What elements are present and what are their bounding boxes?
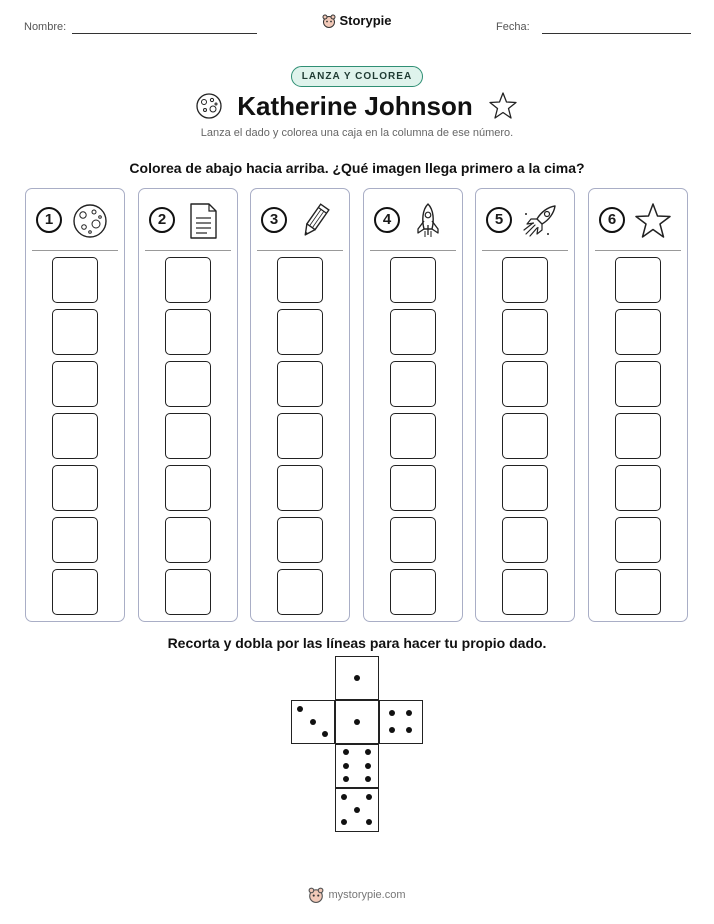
- die-pip: [343, 776, 349, 782]
- color-box[interactable]: [277, 569, 323, 615]
- column-1: [25, 188, 125, 622]
- column-divider: [32, 250, 118, 251]
- color-box[interactable]: [615, 413, 661, 459]
- subtitle: Lanza el dado y colorea una caja en la columna de ese número.: [200, 127, 514, 139]
- footer-url[interactable]: mystorypie.com: [328, 889, 406, 901]
- die-pip: [341, 819, 347, 825]
- color-box[interactable]: [52, 465, 98, 511]
- color-box[interactable]: [52, 413, 98, 459]
- color-box[interactable]: [390, 465, 436, 511]
- die-pip: [354, 807, 360, 813]
- color-box[interactable]: [502, 465, 548, 511]
- color-box[interactable]: [165, 309, 211, 355]
- color-box[interactable]: [390, 517, 436, 563]
- color-box[interactable]: [615, 257, 661, 303]
- footer: [0, 887, 714, 903]
- color-box[interactable]: [52, 569, 98, 615]
- die-pip: [366, 819, 372, 825]
- color-box[interactable]: [165, 361, 211, 407]
- name-line[interactable]: [72, 33, 257, 34]
- color-box[interactable]: [277, 465, 323, 511]
- activity-badge: LANZA Y COLOREA: [291, 66, 423, 87]
- color-box[interactable]: [502, 361, 548, 407]
- moon-icon: [70, 201, 110, 241]
- color-box[interactable]: [277, 361, 323, 407]
- die-pip: [366, 794, 372, 800]
- color-box[interactable]: [502, 569, 548, 615]
- die-pip: [343, 763, 349, 769]
- brand-logo: [0, 13, 714, 33]
- brand-name: Storypie: [339, 13, 392, 28]
- column-number: 6: [599, 207, 625, 233]
- die-pip: [406, 727, 412, 733]
- color-box[interactable]: [52, 309, 98, 355]
- column-number: 2: [149, 207, 175, 233]
- storypie-mascot-icon: [308, 887, 324, 903]
- die-pip: [343, 749, 349, 755]
- die-face: [335, 744, 379, 788]
- die-pip: [341, 794, 347, 800]
- die-pip: [406, 710, 412, 716]
- color-box[interactable]: [615, 465, 661, 511]
- color-box[interactable]: [165, 569, 211, 615]
- column-divider: [482, 250, 568, 251]
- column-number: 1: [36, 207, 62, 233]
- column-3: [250, 188, 350, 622]
- die-face: [379, 700, 423, 744]
- color-box[interactable]: [390, 309, 436, 355]
- die-pip: [389, 727, 395, 733]
- color-box[interactable]: [277, 517, 323, 563]
- column-4: [363, 188, 463, 622]
- storypie-mascot-icon: [322, 14, 336, 28]
- color-box[interactable]: [277, 309, 323, 355]
- column-5: [475, 188, 575, 622]
- cut-instruction: Recorta y dobla por las líneas para hacer tu propio dado.: [167, 635, 547, 651]
- star-icon: [487, 90, 519, 122]
- color-box[interactable]: [390, 361, 436, 407]
- launching-rocket-icon: [520, 201, 560, 241]
- color-box[interactable]: [165, 257, 211, 303]
- color-box[interactable]: [277, 257, 323, 303]
- date-label: Fecha:: [496, 21, 530, 33]
- die-pip: [365, 763, 371, 769]
- column-number: 4: [374, 207, 400, 233]
- document-icon: [183, 201, 223, 241]
- die-pip: [354, 719, 360, 725]
- color-box[interactable]: [390, 569, 436, 615]
- color-box[interactable]: [615, 569, 661, 615]
- color-box[interactable]: [502, 413, 548, 459]
- column-number: 3: [261, 207, 287, 233]
- page-title: Katherine Johnson: [237, 90, 473, 121]
- color-box[interactable]: [502, 257, 548, 303]
- name-label: Nombre:: [24, 21, 67, 33]
- pencil-icon: [295, 201, 335, 241]
- die-face: [291, 700, 335, 744]
- color-box[interactable]: [390, 257, 436, 303]
- color-box[interactable]: [165, 465, 211, 511]
- column-divider: [370, 250, 456, 251]
- column-divider: [257, 250, 343, 251]
- die-face: [335, 656, 379, 700]
- die-face: [335, 788, 379, 832]
- column-6: [588, 188, 688, 622]
- color-box[interactable]: [615, 517, 661, 563]
- color-box[interactable]: [52, 257, 98, 303]
- column-divider: [145, 250, 231, 251]
- color-box[interactable]: [615, 361, 661, 407]
- die-pip: [365, 776, 371, 782]
- color-instruction: Colorea de abajo hacia arriba. ¿Qué imagen llega primero a la cima?: [129, 160, 585, 176]
- die-pip: [297, 706, 303, 712]
- column-2: [138, 188, 238, 622]
- star-icon: [633, 201, 673, 241]
- color-box[interactable]: [277, 413, 323, 459]
- die-pip: [310, 719, 316, 725]
- color-box[interactable]: [165, 517, 211, 563]
- die-pip: [354, 675, 360, 681]
- column-number: 5: [486, 207, 512, 233]
- color-box[interactable]: [52, 517, 98, 563]
- date-line[interactable]: [542, 33, 691, 34]
- moon-icon: [195, 92, 223, 120]
- color-box[interactable]: [502, 517, 548, 563]
- die-face: [335, 700, 379, 744]
- color-box[interactable]: [502, 309, 548, 355]
- color-box[interactable]: [165, 413, 211, 459]
- color-box[interactable]: [390, 413, 436, 459]
- die-pip: [322, 731, 328, 737]
- column-divider: [595, 250, 681, 251]
- color-box[interactable]: [52, 361, 98, 407]
- die-pip: [389, 710, 395, 716]
- color-box[interactable]: [615, 309, 661, 355]
- die-pip: [365, 749, 371, 755]
- rocket-icon: [408, 201, 448, 241]
